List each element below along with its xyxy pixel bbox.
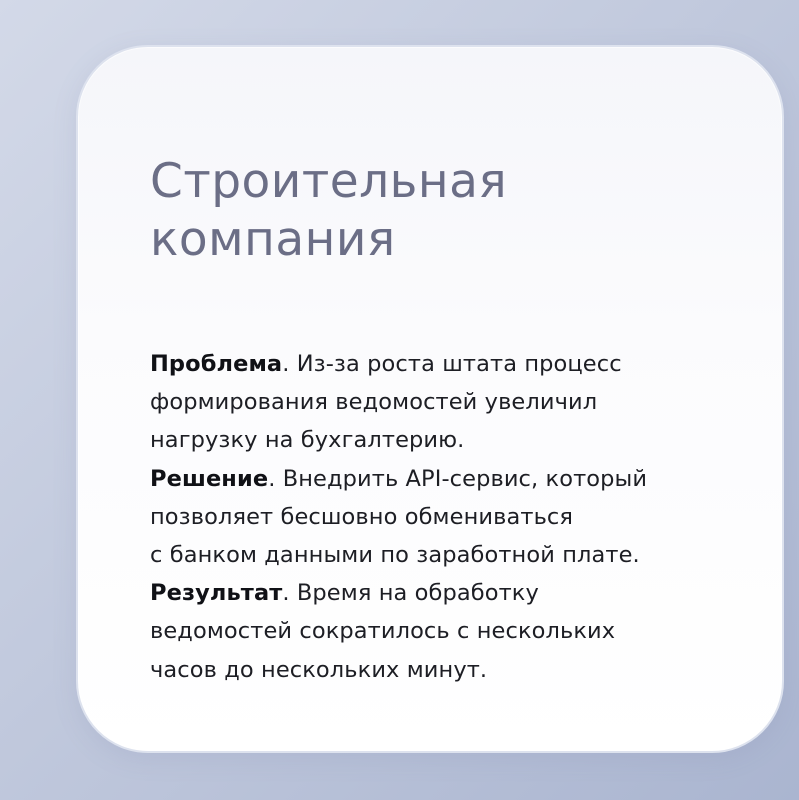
result-text-3: часов до нескольких минут. [150, 656, 488, 683]
case-description [150, 345, 750, 689]
problem-line-1 [150, 345, 750, 383]
solution-line-1 [150, 460, 750, 498]
card-title-line-1: Строительная [150, 154, 508, 209]
result-label: Результат [150, 580, 283, 607]
card-title-line-2: компания [150, 212, 396, 267]
problem-text-1: . Из-за роста штата процесс [282, 351, 622, 377]
card-title [150, 153, 507, 269]
solution-text-3: с банком данными по заработной плате. [150, 542, 640, 569]
problem-text-2: формирования ведомостей увеличил [150, 389, 598, 416]
result-text-2: ведомостей сократилось с нескольких [150, 618, 616, 645]
solution-label: Решение [150, 465, 269, 492]
result-text-1: . Время на обработку [282, 580, 539, 607]
solution-text-2: позволяет бесшовно обмениваться [150, 503, 574, 530]
result-line-1 [150, 574, 750, 612]
problem-label: Проблема [150, 351, 283, 377]
solution-text-1: . Внедрить API-сервис, который [268, 465, 648, 492]
problem-text-3: нагрузку на бухгалтерию. [150, 427, 465, 454]
